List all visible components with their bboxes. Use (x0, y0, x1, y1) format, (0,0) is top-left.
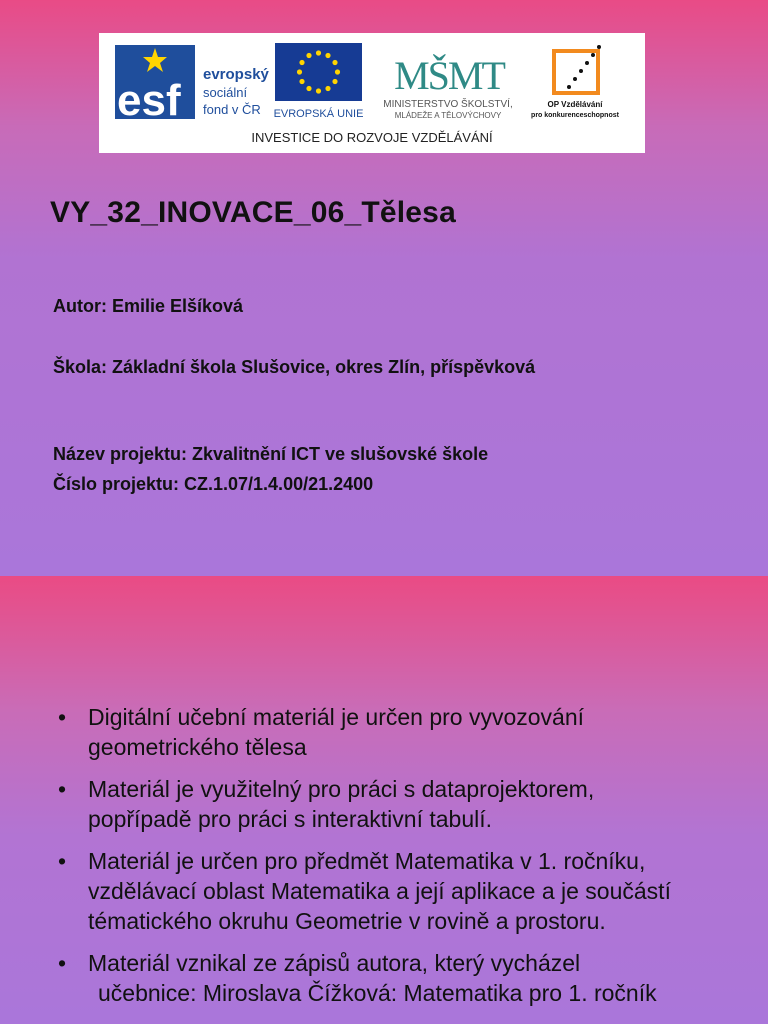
bullet-icon: • (58, 776, 67, 802)
msmt-logo (383, 53, 512, 120)
project-name-line: Název projektu: Zkvalitnění ICT ve slušovské škole (53, 444, 489, 464)
bullet-list (58, 702, 758, 1020)
bullet-icon: • (58, 704, 67, 730)
bullet-line: Materiál je určen pro předmět Matematika v 1. ročníku, (88, 848, 646, 874)
bullet-item (58, 948, 758, 1008)
bullet-line: Materiál vznikal ze zápisů autora, který vycházel (88, 950, 581, 976)
project-number-line: Číslo projektu: CZ.1.07/1.4.00/21.2400 (53, 474, 374, 494)
bullet-icon: • (58, 848, 67, 874)
description-slide (0, 576, 768, 1024)
logo-banner (99, 33, 645, 153)
slide-title: VY_32_INOVACE_06_Tělesa (50, 196, 456, 229)
bullet-line: geometrického tělesa (88, 734, 307, 760)
bullet-item (58, 846, 758, 936)
msmt-line-2: MLÁDEŽE A TĚLOVÝCHOVY (394, 111, 502, 120)
op-line-2: pro konkurenceschopnost (531, 112, 619, 119)
op-vzdelavani-logo (531, 45, 620, 119)
investice-tagline: INVESTICE DO ROZVOJE VZDĚLÁVÁNÍ (251, 130, 493, 145)
eu-flag-logo (274, 43, 364, 120)
bullet-line: popřípadě pro práci s interaktivní tabulí. (88, 806, 493, 832)
msmt-letters: MŠMT (394, 53, 504, 98)
bullet-line: učebnice: Miroslava Čížková: Matematika pro 1. ročník (98, 980, 657, 1006)
esf-logo (115, 45, 270, 125)
esf-wordmark: esf (117, 76, 181, 125)
esf-line-2: sociální (203, 85, 248, 100)
bullet-item (58, 702, 758, 762)
op-line-1: OP Vzdělávání (547, 100, 603, 109)
bullet-line: Digitální učební materiál je určen pro vyvozování (88, 704, 585, 730)
author-line: Autor: Emilie Elšíková (53, 296, 244, 316)
bullet-item (58, 774, 758, 834)
school-line: Škola: Základní škola Slušovice, okres Zlín, příspěvková (53, 357, 536, 377)
eu-label: EVROPSKÁ UNIE (273, 108, 364, 120)
bullet-line: Materiál je využitelný pro práci s dataprojektorem, (88, 776, 595, 802)
msmt-line-1: MINISTERSTVO ŠKOLSTVÍ, (383, 99, 513, 110)
bullet-icon: • (58, 950, 67, 976)
bullet-line: vzdělávací oblast Matematika a její aplikace a je součástí (88, 878, 671, 904)
esf-line-3: fond v ČR (203, 102, 261, 117)
bullet-line: tématického okruhu Geometrie v rovině a prostoru. (88, 908, 606, 934)
esf-line-1: evropský (203, 66, 269, 83)
